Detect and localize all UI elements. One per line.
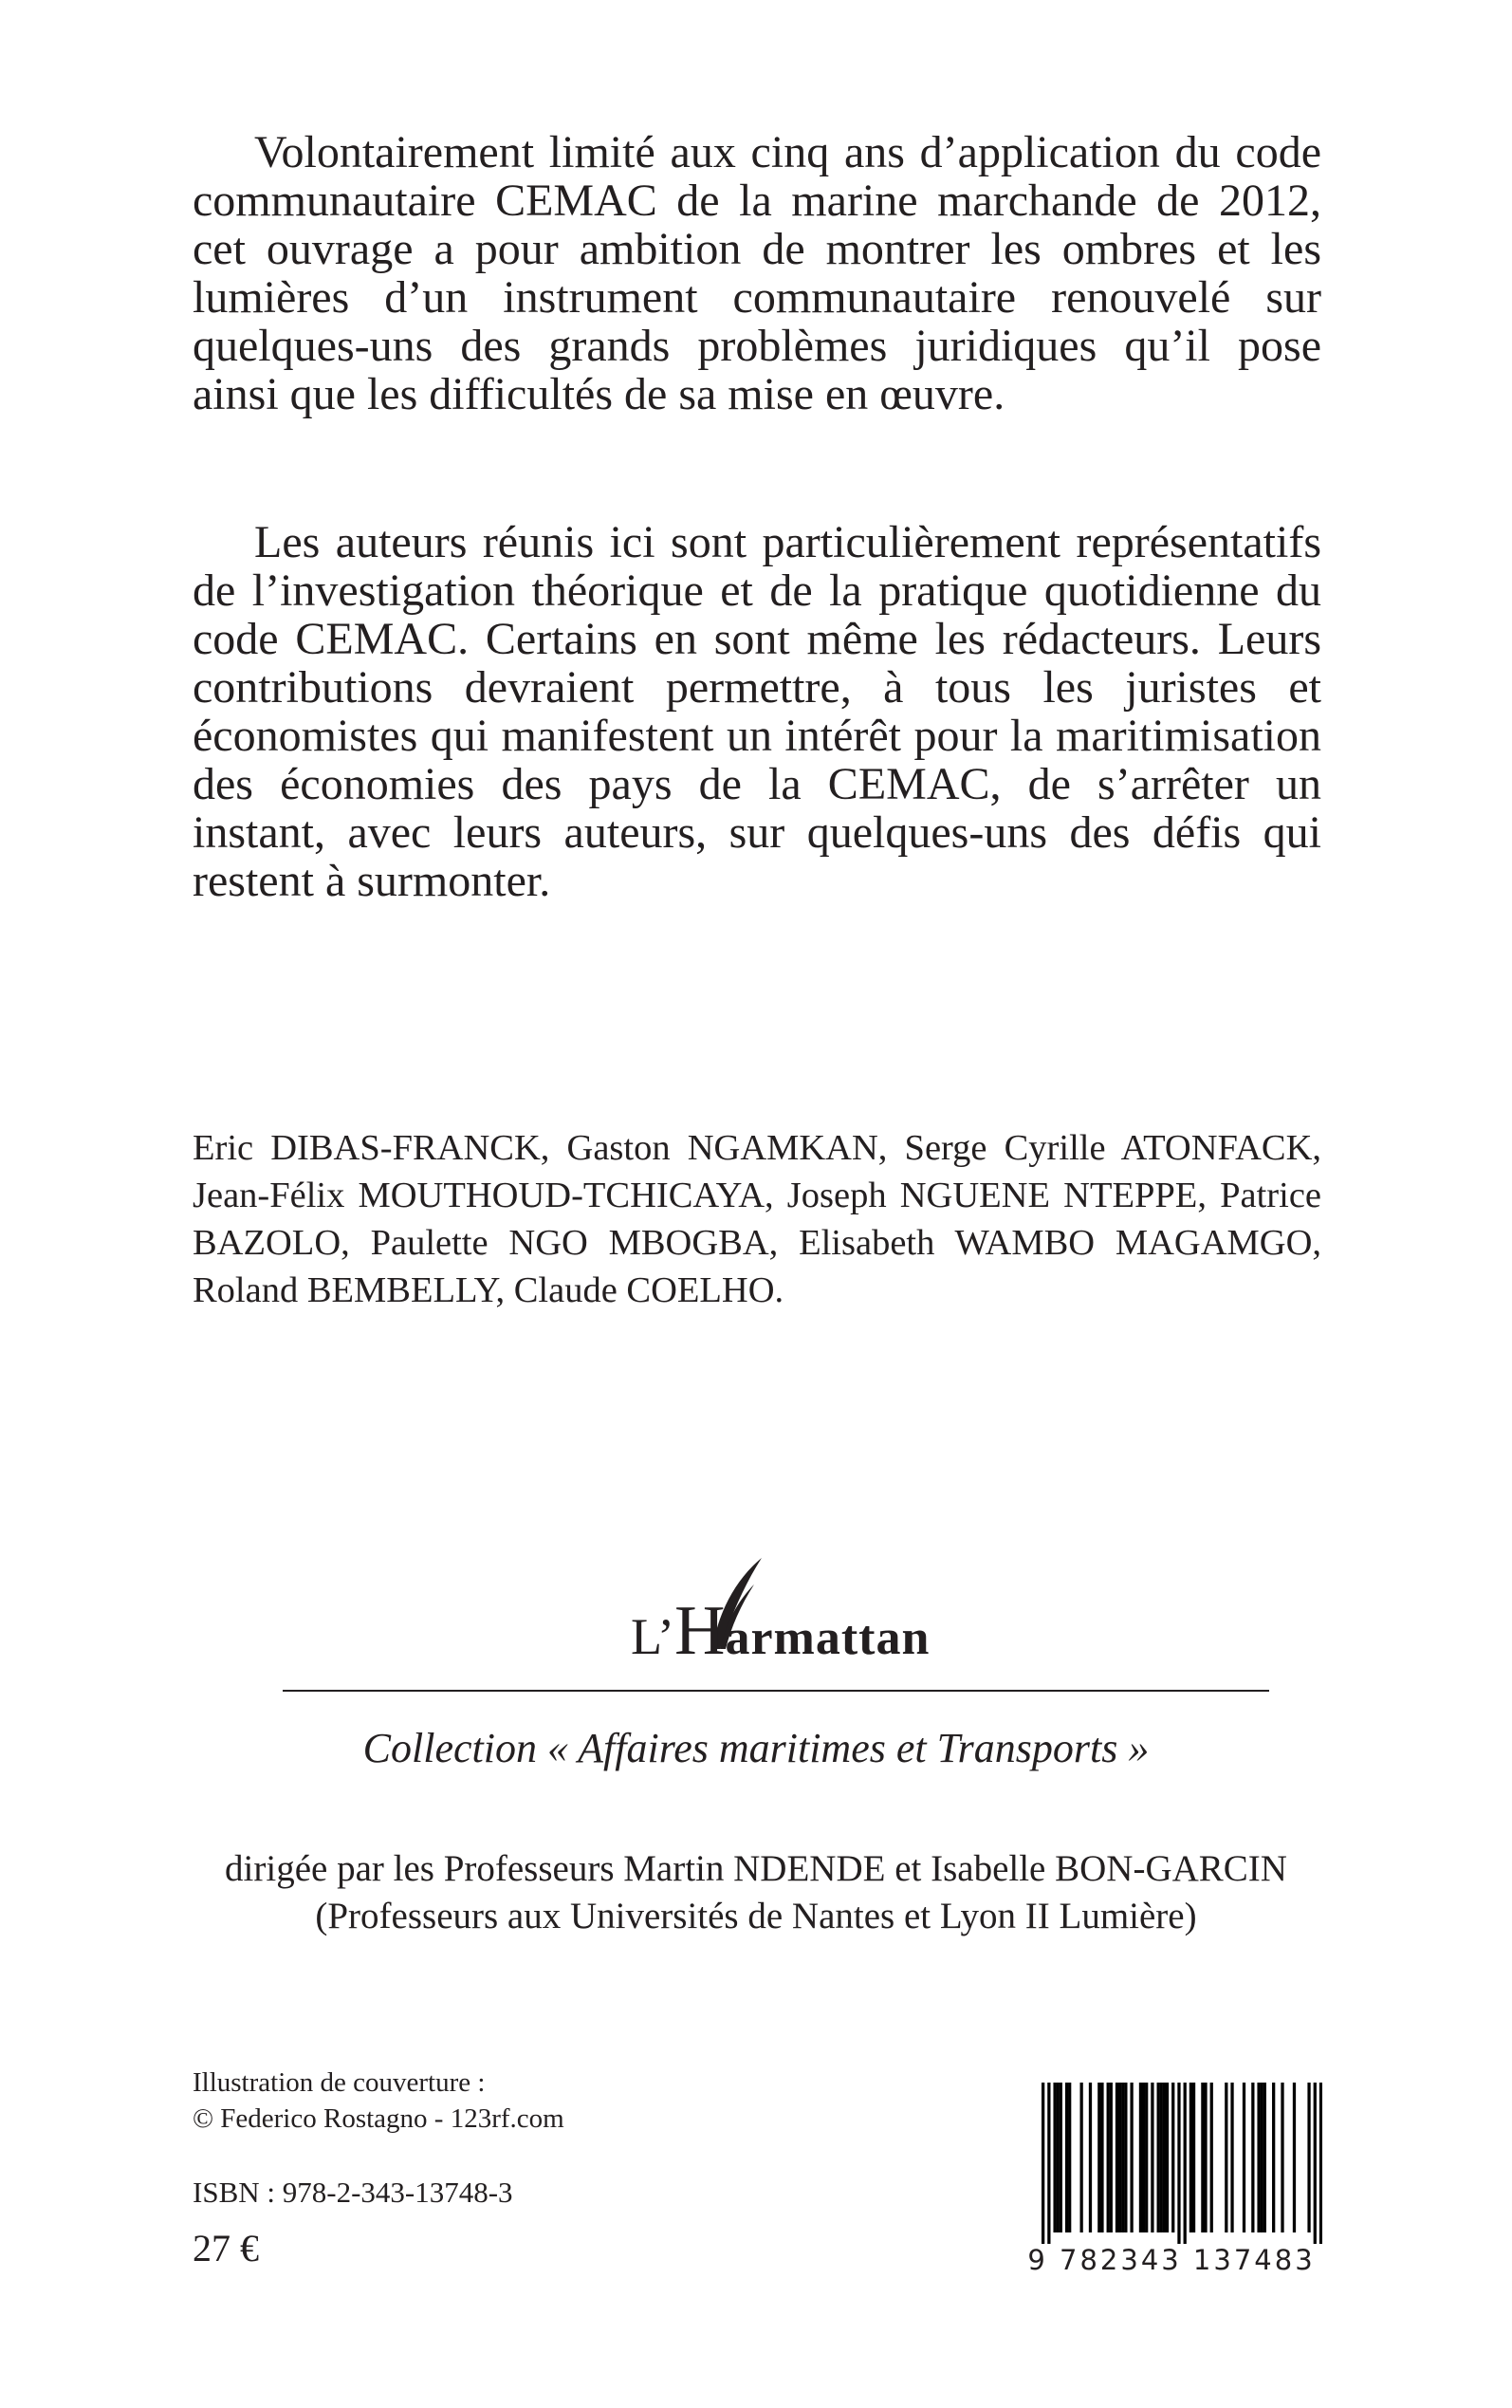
authors-list: Eric DIBAS-FRANCK, Gaston NGAMKAN, Serge Cyrille ATONFACK, Jean-Félix MOUTHOUD-TCHICAYA, Joseph NGUENE NTEPPE, Patrice BAZOLO, Paulette NGO MBOGBA, Elisabeth WAMBO MAGAMGO, Roland BEMBELLY, Claude COELHO. [193,1128,1321,1310]
barcode-bar [1243,2083,1245,2232]
barcode-digits: 9 782343 137483 [1027,2244,1316,2276]
barcode-bar [1307,2083,1310,2232]
isbn: ISBN : 978-2-343-13748-3 [193,2176,513,2209]
barcode-bar [1189,2083,1192,2232]
barcode-bar [1121,2083,1124,2232]
barcode-bar [1060,2083,1062,2232]
barcode-bar [1065,2083,1068,2232]
barcode-bar [1160,2083,1163,2232]
barcode-guard-bar [1319,2083,1322,2244]
directors-affiliation: (Professeurs aux Universités de Nantes et Lyon II Lumière) [315,1896,1197,1936]
divider-line [283,1690,1269,1692]
barcode-bar [1157,2083,1160,2232]
barcode-bar [1281,2083,1283,2232]
barcode-bar [1204,2083,1207,2232]
barcode-bar [1210,2083,1213,2232]
barcode [1021,2083,1322,2277]
barcode-bar [1110,2083,1113,2232]
barcode-bar [1192,2083,1195,2232]
barcode-bar [1201,2083,1204,2232]
barcode-bar [1142,2083,1145,2232]
barcode-bar [1139,2083,1142,2232]
barcode-bar [1263,2083,1266,2232]
barcode-bar [1107,2083,1110,2232]
barcode-bar [1230,2083,1233,2232]
barcode-bar [1118,2083,1121,2232]
collection-title: Collection « Affaires maritimes et Transports » [362,1725,1150,1771]
barcode-bar [1130,2083,1133,2232]
summary-paragraph-2: Les auteurs réunis ici sont particulièrement représentatifs de l’investigation théorique et de la pratique quotidienne du code CEMAC. Certains en sont même les rédacteurs. Leurs contributions devraient permettre, à tous les juristes et économistes qui manifestent un intérêt pour la maritimisation des économies des pays de la CEMAC, de s’arrêter un instant, avec leurs auteurs, sur quelques-uns des défis qui restent à surmonter. [193,517,1321,906]
barcode-bar [1272,2083,1275,2232]
barcode-bar [1145,2083,1148,2232]
barcode-bar [1151,2083,1153,2232]
logo-initial: H [674,1592,726,1670]
barcode-bar [1053,2083,1056,2232]
barcode-guard-bar [1042,2083,1044,2244]
collection-directors: dirigée par les Professeurs Martin NDENDE et Isabelle BON-GARCIN [225,1848,1287,1889]
logo-prefix: L’ [631,1608,675,1665]
price: 27 € [193,2227,259,2269]
barcode-guard-bar [1184,2083,1187,2244]
barcode-bar [1100,2083,1103,2232]
barcode-bar [1057,2083,1060,2232]
barcode-bar [1171,2083,1174,2232]
barcode-bar [1225,2083,1227,2232]
barcode-bar [1261,2083,1263,2232]
barcode-bar [1080,2083,1083,2232]
barcode-bar [1293,2083,1296,2232]
barcode-bar [1116,2083,1118,2232]
barcode-bar [1257,2083,1260,2232]
barcode-guard-bar [1047,2083,1050,2244]
barcode-bar [1251,2083,1254,2232]
publisher-name [631,1592,931,1670]
barcode-bars [1021,2083,1322,2244]
illustration-credit-label: Illustration de couverture : [193,2067,486,2098]
barcode-bar [1166,2083,1169,2232]
illustration-credit: © Federico Rostagno - 123rf.com [193,2103,564,2134]
barcode-bar [1163,2083,1166,2232]
barcode-bar [1068,2083,1071,2232]
barcode-guard-bar [1314,2083,1317,2244]
logo-rest: armattan [725,1611,931,1665]
publisher-logo [631,1556,934,1670]
summary-paragraph-1: Volontairement limité aux cinq ans d’application du code communautaire CEMAC de la marine marchande de 2012, cet ouvrage a pour ambition de montrer les ombres et les lumières d’un instrument communautaire renouvelé sur quelques-uns des grands problèmes juridiques qu’il pose ainsi que les difficultés de sa mise en œuvre. [193,127,1321,419]
barcode-bar [1089,2083,1092,2232]
barcode-bar [1124,2083,1127,2232]
barcode-guard-bar [1177,2083,1180,2244]
barcode-bar [1097,2083,1100,2232]
